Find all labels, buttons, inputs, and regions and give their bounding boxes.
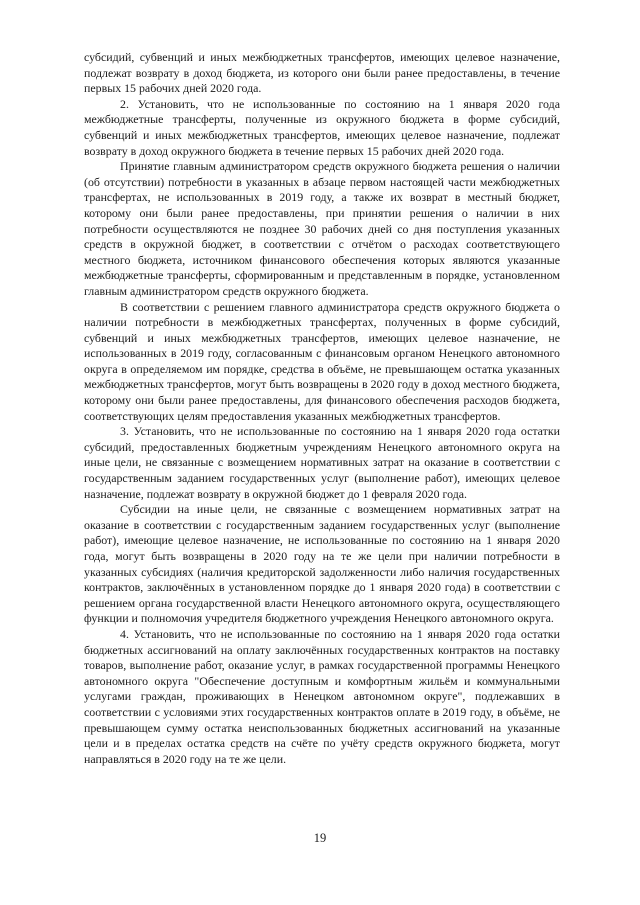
paragraph-clause-4: 4. Установить, что не использованные по состоянию на 1 января 2020 года остатки бюджетных ассигнований на оплату заключённых государственных контрактов на поставку товаров, выполнение работ, оказание услуг, в рамках государственной программы Ненецкого автономного округа "Обеспечение доступным и комфортным жильём и коммунальными услугами граждан, проживающих в Ненецком автономном округе", подлежавших в соответствии с условиями этих государственных контрактов оплате в 2019 году, в объёме, не превышающем сумму остатка неиспользованных бюджетных ассигнований на указанные цели и в пределах остатка средств на счёте по учёту средств окружного бюджета, могут направляться в 2020 году на те же цели. — [84, 626, 560, 766]
page-number: 19 — [313, 831, 327, 845]
paragraph-clause-3-subsidies: Субсидии на иные цели, не связанные с возмещением нормативных затрат на оказание в соответствии с государственным заданием государственных услуг (выполнение работ), имеющие целевое назначение, не использованные по состоянию на 1 января 2020 года, могут быть возвращены в 2020 году на те же цели при наличии потребности в указанных субсидиях (наличия кредиторской задолженности либо наличия государственных контрактов, заключённых в установленном порядке до 1 января 2020 года) в соответствии с решением органа государственной власти Ненецкого автономного округа, осуществляющего функции и полномочия учредителя бюджетного учреждения Ненецкого автономного округа. — [84, 502, 560, 626]
paragraph-clause-2-return: В соответствии с решением главного администратора средств окружного бюджета о наличии потребности в межбюджетных трансфертах, полученных в форме субсидий, субвенций и иных межбюджетных трансфертов, имеющих целевое назначение, не использованных в 2019 году, согласованным с финансовым органом Ненецкого автономного округа в определяемом им порядке, средства в объёме, не превышающем остатка указанных межбюджетных трансфертов, могут быть возвращены в 2020 году в доход местного бюджета, которому они были ранее предоставлены, для финансового обеспечения расходов бюджета, соответствующих целям предоставления указанных межбюджетных трансфертов. — [84, 299, 560, 423]
paragraph-clause-2: 2. Установить, что не использованные по состоянию на 1 января 2020 года межбюджетные трансферты, полученные из окружного бюджета в форме субсидий, субвенций и иных межбюджетных трансфертов, имеющих целевое назначение, подлежат возврату в доход окружного бюджета в течение первых 15 рабочих дней 2020 года. — [84, 96, 560, 158]
document-page — [84, 50, 560, 767]
paragraph-continuation: субсидий, субвенций и иных межбюджетных трансфертов, имеющих целевое назначение, подлежат возврату в доход бюджета, из которого они были ранее предоставлены, в течение первых 15 рабочих дней 2020 года. — [84, 50, 560, 96]
paragraph-clause-3: 3. Установить, что не использованные по состоянию на 1 января 2020 года остатки субсидий, предоставленных бюджетным учреждениям Ненецкого автономного округа на иные цели, не связанные с возмещением нормативных затрат на оказание в соответствии с государственным заданием государственных услуг (выполнение работ), имеющих целевое назначение, подлежат возврату в окружной бюджет до 1 февраля 2020 года. — [84, 424, 560, 501]
paragraph-clause-2-decision: Принятие главным администратором средств окружного бюджета решения о наличии (об отсутствии) потребности в указанных в абзаце первом настоящей части межбюджетных трансфертах, не использованных в 2019 году, а также их возврат в местный бюджет, которому они были ранее предоставлены, при принятии решения о наличии в них потребности осуществляются не позднее 30 рабочих дней со дня поступления указанных средств в окружной бюджет, в соответствии с отчётом о расходах соответствующего местного бюджета, источником финансового обеспечения которых являются указанные межбюджетные трансферты, сформированным и представленным в порядке, установленном главным администратором средств окружного бюджета. — [84, 159, 560, 298]
